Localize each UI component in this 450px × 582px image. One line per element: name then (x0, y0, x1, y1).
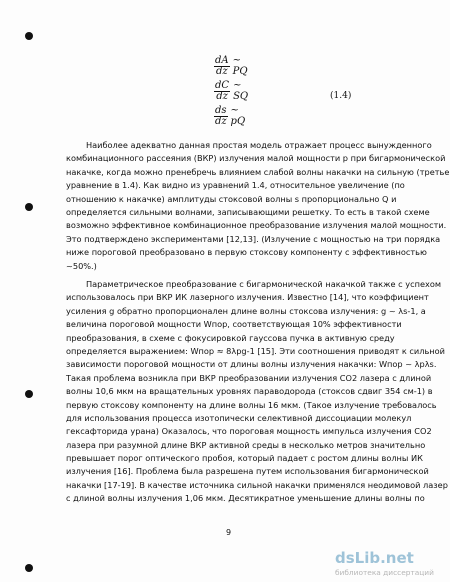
watermark-logo[interactable]: dsLib.net (335, 549, 414, 567)
equation-number: (1.4) (330, 91, 352, 101)
text-line: величина пороговой мощности Wпор, соответствующая 10% эффективности (66, 319, 402, 330)
equation-3-denominator: dz (214, 115, 227, 127)
equation-1-numerator: dA (215, 54, 229, 66)
text-line: первую стоксову компоненту на длине волны 16 мкм. (Такое излучение требовалось (66, 399, 437, 410)
paragraph-1 (66, 139, 450, 273)
equation-1 (214, 55, 248, 77)
text-line: определяется выражением: Wпор ≈ 8λpg-1 [15]. Эти соотношения приводят к сильной (66, 345, 445, 356)
equation-2-numerator: dC (215, 79, 230, 91)
text-line: определяется сильными волнами, записывающими решетку. То есть в такой схеме (66, 206, 430, 217)
text-line: использовалось при ВКР ИК лазерного излучения. Известно [14], что коэффициент (66, 292, 429, 303)
watermark[interactable] (335, 549, 447, 579)
binder-hole-3 (25, 390, 33, 398)
page-number: 9 (226, 528, 232, 537)
text-line: Наиболее адекватно данная простая модель отражает процесс вынужденного (86, 140, 432, 150)
watermark-subtitle: библиотека диссертаций (335, 568, 434, 577)
text-line: отношению к накачке) амплитуды стоксовой волны s пропорционально Q и (66, 193, 397, 204)
equation-2 (214, 80, 248, 102)
binder-hole-4 (25, 564, 33, 572)
text-line: ~50%.) (66, 260, 97, 271)
text-line: усиления g обратно пропорционален длине волны стоксова излучения: g ~ λs-1, а (66, 305, 426, 316)
text-line: ниже пороговой преобразовано в первую стоксову компоненту с эффективностью (66, 247, 427, 258)
text-line: излучения [16]. Проблема была разрешена путем использования бигармонической (66, 466, 429, 477)
text-line: волны 10,6 мкм на вращательных уровнях параводорода (стоксов сдвиг 354 см-1) в (66, 386, 433, 397)
text-line: накачки [17-19]. В качестве источника сильной накачки применялся неодимовой лазер (66, 479, 448, 490)
equation-3 (214, 105, 245, 127)
equation-2-denominator: dz (216, 90, 228, 102)
text-line: Такая проблема возникла при ВКР преобразовании излучения CO2 лазера с длиной (66, 372, 432, 383)
binder-hole-1 (25, 32, 33, 40)
paragraph-2 (66, 278, 448, 506)
binder-hole-2 (25, 203, 33, 211)
text-line: уравнение в 1.4). Как видно из уравнений 1.4, относительное увеличение (по (66, 180, 405, 191)
text-line: Это подтверждено экспериментами [12,13]. (Излучение с мощностью на три порядка (66, 233, 441, 244)
text-line: превышает порог оптического пробоя, который падает с ростом длины волны ИК (66, 453, 423, 464)
equation-3-rhs: ~ pQ (230, 105, 246, 127)
equation-3-numerator: ds (215, 104, 227, 116)
text-line: накачке, когда можно пренебречь влиянием слабой волны накачки на сильную (третье (66, 166, 450, 177)
text-line: преобразования, в схеме с фокусировкой гауссова пучка в активную среду (66, 332, 395, 343)
text-line: зависимости пороговой мощности от длины волны излучения накачки: Wпор ~ λpλs. (66, 359, 437, 370)
text-line: комбинационного рассеяния (ВКР) излучения малой мощности p при бигармонической (66, 153, 446, 164)
text-line: лазера при разумной длине ВКР активной среды в несколько метров значительно (66, 439, 426, 450)
text-line: с длиной волны излучения 1,06 мкм. Десятикратное уменьшение длины волны по (66, 493, 425, 504)
equation-1-rhs: ~ PQ (232, 55, 248, 77)
equation-1-denominator: dz (215, 65, 228, 77)
text-line: возможно эффективное комбинационное преобразование излучения малой мощности. (66, 220, 447, 231)
text-line: Параметрическое преобразование с бигармонической накачкой также с успехом (86, 279, 442, 289)
text-line: гексафторида урана) Оказалось, что пороговая мощность импульса излучения CO2 (66, 426, 432, 437)
text-line: для использования процесса изотопически селективной диссоциации молекул (66, 412, 412, 423)
equation-2-rhs: ~ SQ (233, 80, 249, 102)
